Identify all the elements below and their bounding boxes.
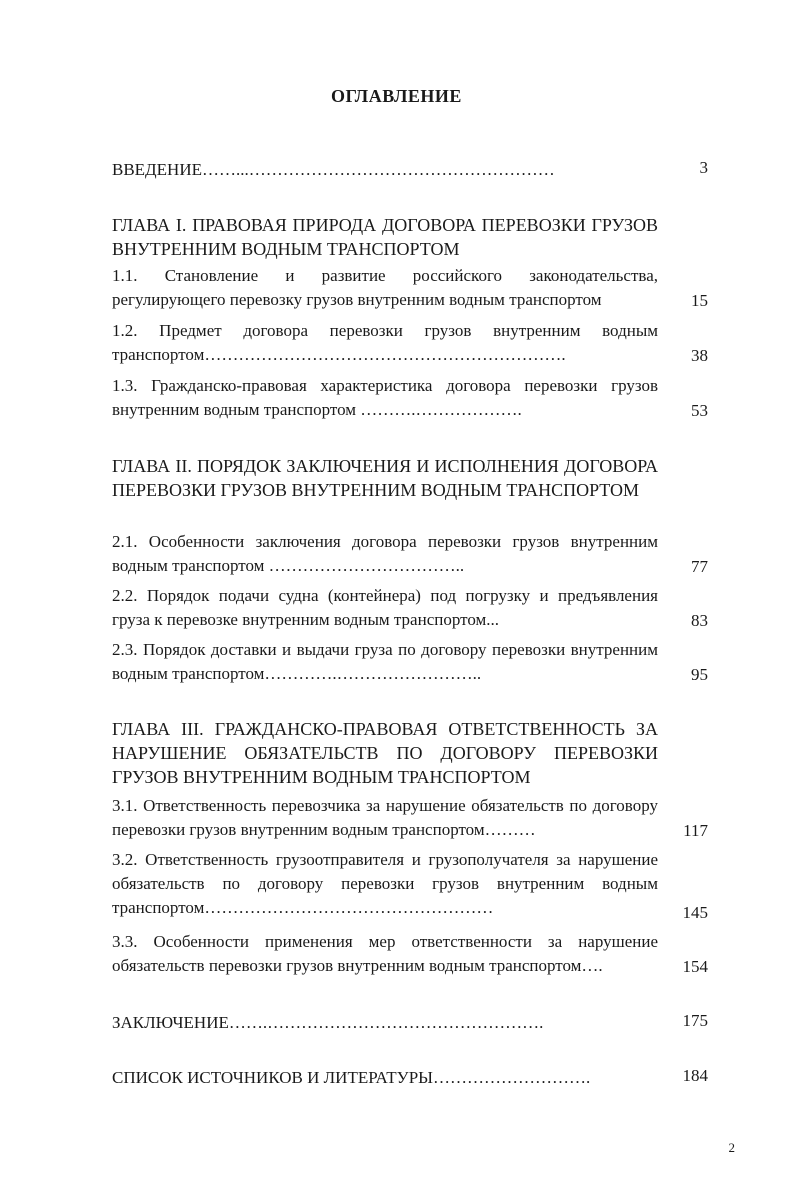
- toc-entry-1-2: [112, 319, 658, 367]
- toc-entry-sources: [112, 1066, 658, 1090]
- toc-page-number: 38: [691, 346, 708, 365]
- toc-entry-text: ЗАКЛЮЧЕНИЕ…….………………………………………….: [112, 1013, 544, 1032]
- toc-entry-text: 1.3. Гражданско-правовая характеристика договора перевозки грузов внутренним водным транспортом ……….……………….: [112, 376, 658, 419]
- toc-entry-text: ВВЕДЕНИЕ……...………………………………………………: [112, 160, 555, 179]
- toc-title: ОГЛАВЛЕНИЕ: [331, 86, 462, 106]
- page-number: 2: [728, 1140, 735, 1155]
- chapter-2-title: ГЛАВА II. ПОРЯДОК ЗАКЛЮЧЕНИЯ И ИСПОЛНЕНИЯ ДОГОВОРА ПЕРЕВОЗКИ ГРУЗОВ ВНУТРЕННИМ ВОДНЫМ ТРАНСПОРТОМ: [112, 456, 658, 500]
- toc-entry-1-1: [112, 264, 658, 312]
- toc-entry-text: 3.2. Ответственность грузоотправителя и грузополучателя за нарушение обязательств по договору перевозки грузов внутренним водным транспортом……………………………………………: [112, 850, 658, 917]
- toc-entry-3-2: [112, 848, 658, 920]
- toc-entry-3-3: [112, 930, 658, 978]
- toc-entry-2-1: [112, 530, 658, 578]
- toc-page-number: 175: [682, 1011, 708, 1030]
- toc-entry-text: 3.3. Особенности применения мер ответственности за нарушение обязательств перевозки грузов внутренним водным транспортом….: [112, 932, 658, 975]
- toc-entry-text: 1.2. Предмет договора перевозки грузов внутренним водным транспортом……………………………………………………….: [112, 321, 658, 364]
- toc-entry-text: 3.1. Ответственность перевозчика за нарушение обязательств по договору перевозки грузов внутренним водным транспортом………: [112, 796, 658, 839]
- toc-entry-conclusion: [112, 1011, 658, 1035]
- toc-entry-text: 2.1. Особенности заключения договора перевозки грузов внутренним водным транспортом ……………………………..: [112, 532, 658, 575]
- toc-entry-text: 2.3. Порядок доставки и выдачи груза по договору перевозки внутренним водным транспортом………….……………………..: [112, 640, 658, 683]
- toc-entry-text: СПИСОК ИСТОЧНИКОВ И ЛИТЕРАТУРЫ……………………….: [112, 1068, 591, 1087]
- chapter-3-title: ГЛАВА III. ГРАЖДАНСКО-ПРАВОВАЯ ОТВЕТСТВЕННОСТЬ ЗА НАРУШЕНИЕ ОБЯЗАТЕЛЬСТВ ПО ДОГОВОРУ ПЕРЕВОЗКИ ГРУЗОВ ВНУТРЕННИМ ВОДНЫМ ТРАНСПОРТОМ: [112, 719, 658, 787]
- toc-page-number: 15: [691, 291, 708, 310]
- toc-entry-2-2: [112, 584, 658, 632]
- toc-page-number: 53: [691, 401, 708, 420]
- toc-page-number: 95: [691, 665, 708, 684]
- toc-entry-1-3: [112, 374, 658, 422]
- toc-page-number: 145: [682, 903, 708, 922]
- toc-entry-text: 2.2. Порядок подачи судна (контейнера) под погрузку и предъявления груза к перевозке внутренним водным транспортом...: [112, 586, 658, 629]
- toc-entry-text: 1.1. Становление и развитие российского законодательства, регулирующего перевозку грузов внутренним водным транспортом: [112, 266, 658, 309]
- toc-entry-intro: [112, 158, 658, 182]
- chapter-1-title: ГЛАВА I. ПРАВОВАЯ ПРИРОДА ДОГОВОРА ПЕРЕВОЗКИ ГРУЗОВ ВНУТРЕННИМ ВОДНЫМ ТРАНСПОРТОМ: [112, 215, 658, 259]
- toc-page-number: 3: [699, 158, 708, 177]
- toc-page-number: 77: [691, 557, 708, 576]
- toc-page-number: 184: [682, 1066, 708, 1085]
- toc-page-number: 117: [683, 821, 708, 840]
- toc-page-number: 154: [682, 957, 708, 976]
- toc-page-number: 83: [691, 611, 708, 630]
- toc-entry-3-1: [112, 794, 658, 842]
- toc-entry-2-3: [112, 638, 658, 686]
